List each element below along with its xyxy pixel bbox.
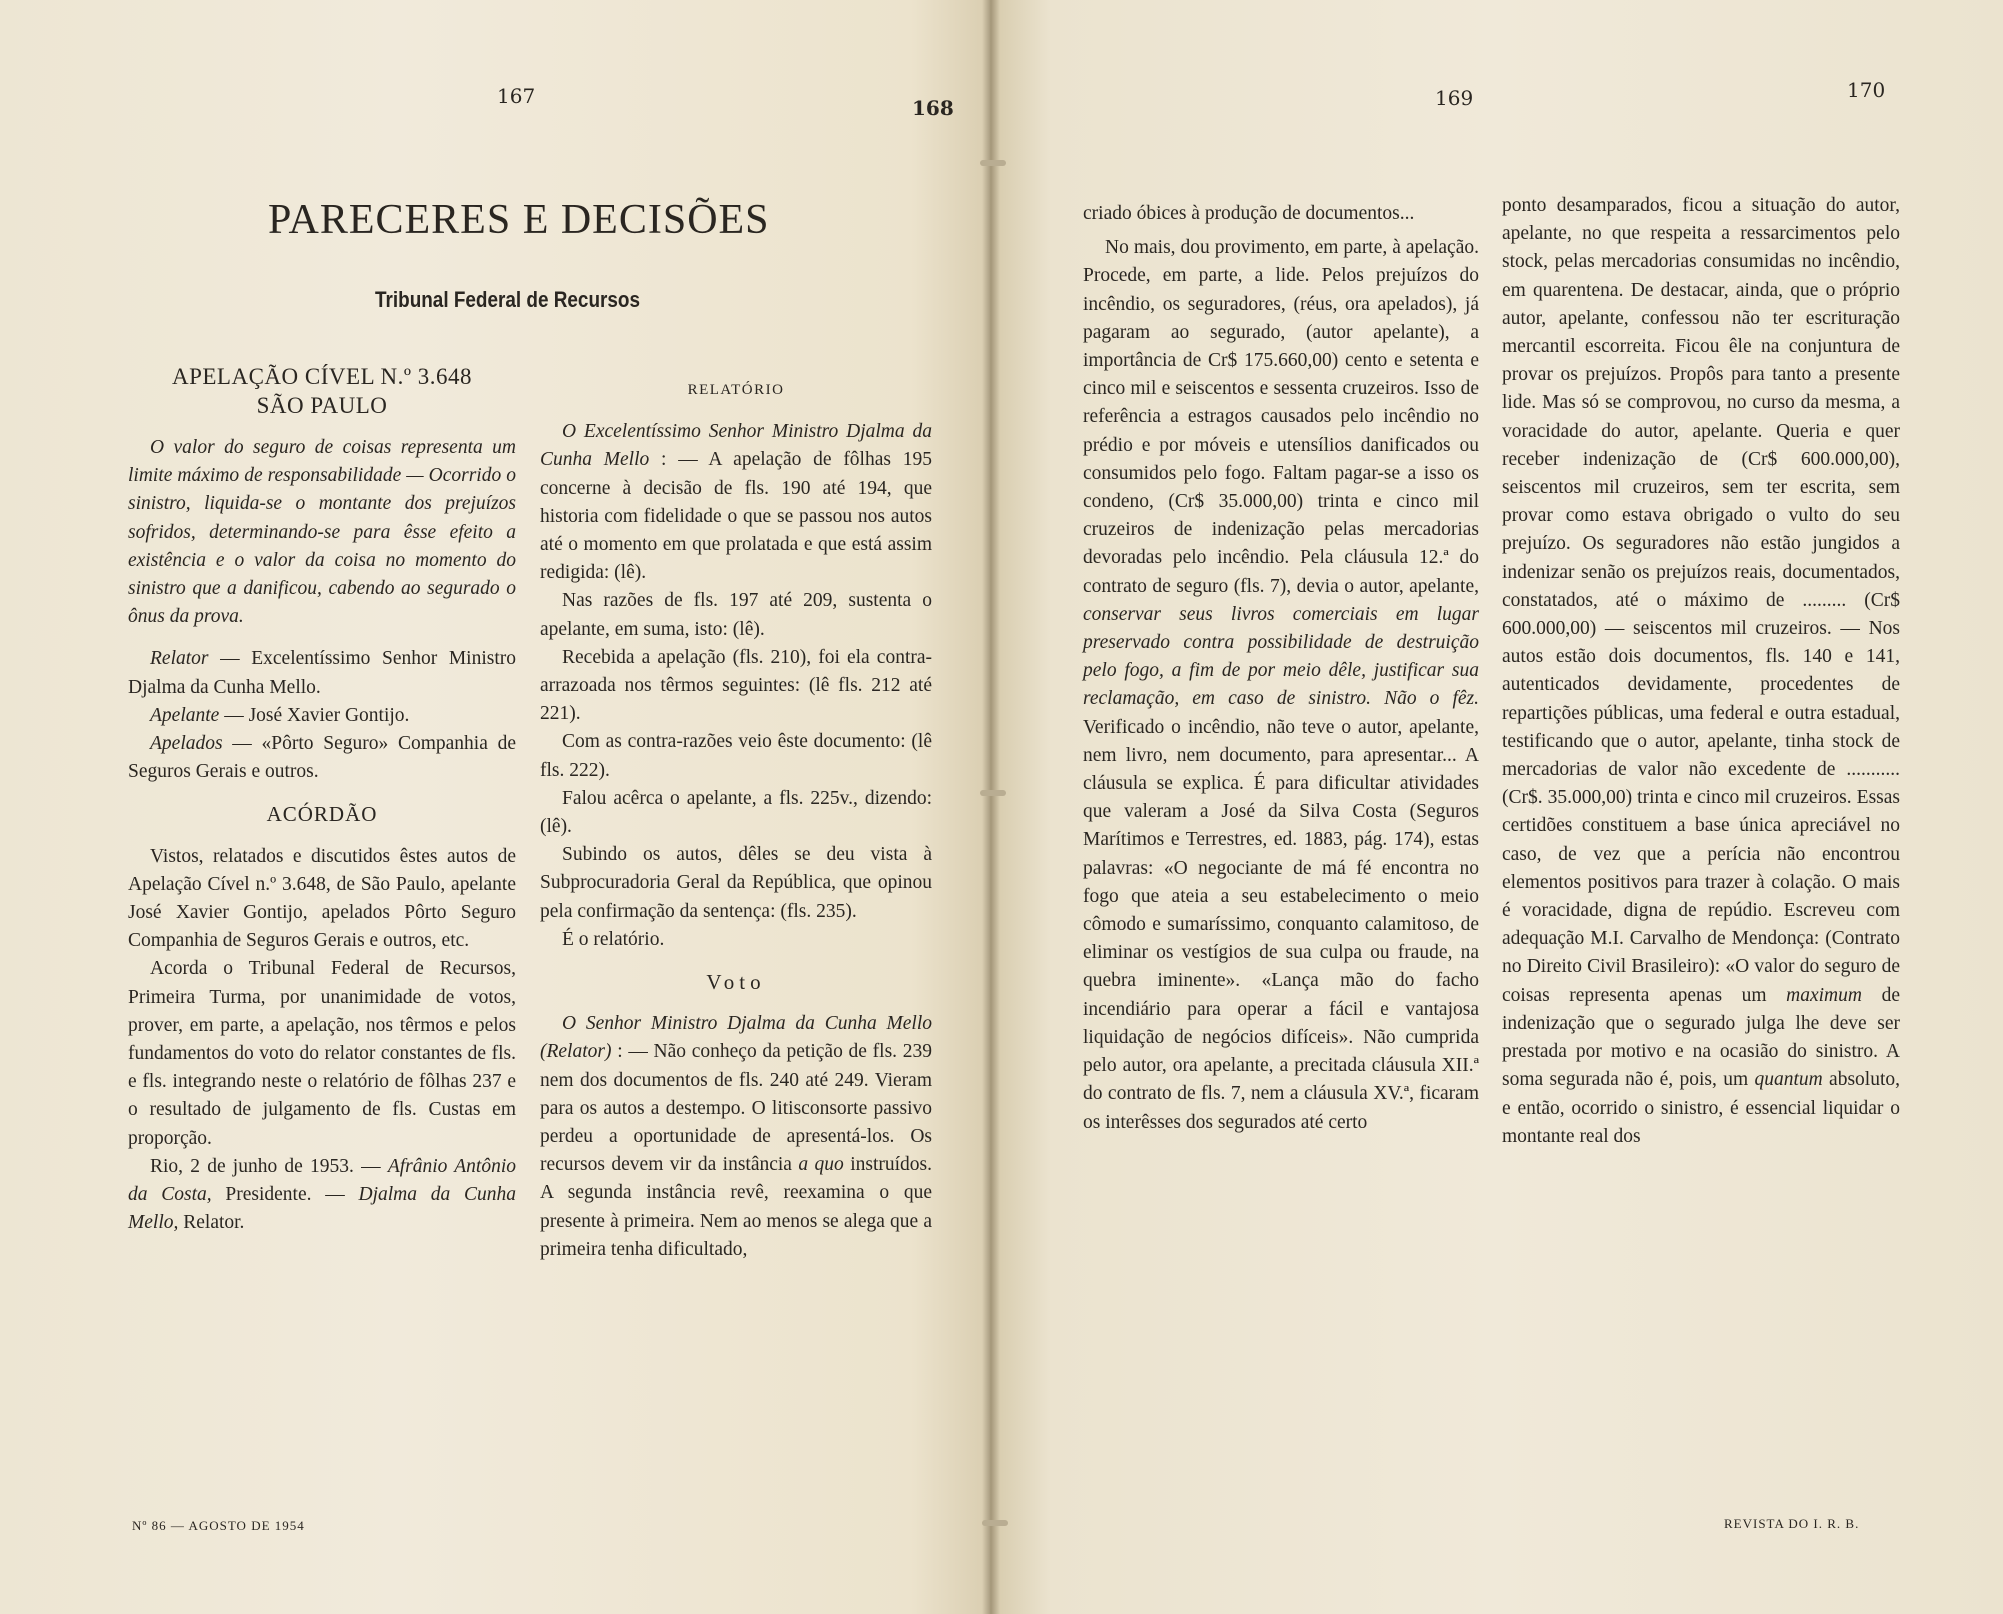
court-subtitle: Tribunal Federal de Recursos [375, 287, 640, 312]
page-title: PARECERES E DECISÕES [268, 197, 770, 243]
page-number: 169 [1435, 86, 1474, 110]
voto-paragraph: No mais, dou provimento, em parte, à apelação. Procede, em parte, a lide. Pelos prejuízos do incêndio, os seguradores, (réus, ora apelados), já pagaram ao segurado, (autor apelante), a importância de Cr$ 175.660,00) cento e setenta e cinco mil e seiscentos e sessenta cruzeiros. Isso de referência a estragos causados pelo incêndio no prédio e por móveis e utensílios danificados ou consumidos pelo fogo. Faltam pagar-se a isso os condeno, (Cr$ 35.000,00) trinta e cinco mil cruzeiros de indenização pelas mercadorias devoradas pelo incêndio. Pela cláusula 12.ª do contrato de seguro (fls. 7), devia o autor, apelante, conservar seus livros comerciais em lugar preservado contra possibilidade de destruição pelo fogo, a fim de por meio dêle, justificar sua reclamação, em caso de sinistro. Não o fêz. Verificado o incêndio, não teve o autor, apelante, nem livro, nem documento, para apresentar... A cláusula se explica. É para dificultar atividades que valeram a José da Silva Costa (Seguros Marítimos e Terrestres, ed. 1883, pág. 174), estas palavras: «O negociante de má fé encontra no fogo que ateia a seu estabelecimento o meio cômodo e sumaríssimo, conquanto calamitoso, de eliminar os vestígios de sua culpa ou fraude, na quebra iminente». «Lança mão do facho incendiário para operar a fácil e vantajosa liquidação de negócios difíceis». Não cumprida pelo autor, ora apelante, a precitada cláusula XII.ª do contrato de fls. 7, nem a cláusula XV.ª, ficaram os interêsses dos segurados até certo [1083, 237, 1479, 1133]
footer-journal: REVISTA DO I. R. B. [1724, 1516, 1860, 1531]
acordao-heading: ACÓRDÃO [266, 802, 378, 827]
page-number: 167 [497, 84, 536, 108]
binding-stitch [980, 160, 1006, 166]
ementa: O valor do seguro de coisas representa um limite máximo de responsabilidade — Ocorrido o sinistro, liquida-se o montante dos prejuízos sofridos, determinando-se para êsse efeito a existência e o valor da coisa no momento do sinistro que a danificou, cabendo ao segurado o ônus da prova. [128, 437, 516, 628]
column-3 [1083, 200, 1479, 1137]
apelados-line: Apelados — «Pôrto Seguro» Companhia de Seguros Gerais e outros. [128, 733, 516, 783]
column-4 [1502, 192, 1900, 1151]
binding-stitch [982, 1520, 1008, 1526]
relatorio-paragraph: Nas razões de fls. 197 até 209, sustenta o apelante, em suma, isto: (lê). [540, 590, 932, 640]
relatorio-heading: RELATÓRIO [687, 382, 785, 398]
relatorio-paragraph: Falou acêrca o apelante, a fls. 225v., dizendo: (lê). [540, 787, 932, 838]
acordao-paragraph: Vistos, relatados e discutidos êstes autos de Apelação Cível n.º 3.648, de São Paulo, apelante José Xavier Gontijo, apelados Pôrto Seguro Companhia de Seguros Gerais e outros, etc. [128, 845, 516, 952]
relatorio-end: É o relatório. [562, 928, 665, 950]
relator-line: Relator — Excelentíssimo Senhor Ministro Djalma da Cunha Mello. [128, 648, 516, 698]
signature-paragraph: Rio, 2 de junho de 1953. — Afrânio Antônio da Costa, Presidente. — Djalma da Cunha Mello, Relator. [128, 1155, 517, 1234]
book-gutter [982, 0, 1000, 1614]
page-number: 170 [1847, 78, 1886, 102]
apelante-line: Apelante — José Xavier Gontijo. [150, 704, 410, 726]
voto-paragraph: O Senhor Ministro Djalma da Cunha Mello (Relator) : — Não conheço da petição de fls. 239 nem dos documentos de fls. 240 até 249. Vieram para os autos a destempo. O litisconsorte passivo perdeu a oportunidade de apresentá-los. Os recursos devem vir da instância a quo instruídos. A segunda instância revê, reexamina o que presente à primeira. Nem ao menos se alega que a primeira tenha dificultado, [540, 1013, 933, 1260]
voto-heading: Voto [706, 970, 766, 995]
column-1 [128, 362, 516, 1237]
relatorio-paragraph: Subindo os autos, dêles se deu vista à Subprocuradoria Geral da República, que opinou pela confirmação da sentença: (fls. 235). [540, 844, 932, 922]
voto-paragraph: ponto desamparados, ficou a situação do autor, apelante, no que respeita a ressarcimentos pelo stock, pelas mercadorias consumidas no incêndio, em quarentena. De destacar, ainda, que o próprio autor, apelante, confessou não ter escrituração mercantil escorreita. Ficou êle na conjuntura de provar os prejuízos. Propôs para tanto a presente lide. Mas só se comprovou, no curso da mesma, a voracidade do autor, apelante. Queria e quer receber indenização de (Cr$ 600.000,00), seiscentos mil cruzeiros, sem ter escrita, sem provar como estava obrigado o vulto do seu prejuízo. Os seguradores não estão jungidos a indenizar senão os prejuízos reais, documentados, constatados, até o máximo de ......... (Cr$ 600.000,00) — seiscentos mil cruzeiros. — Nos autos estão dois documentos, fls. 140 e 141, autenticados devidamente, procedentes de repartições públicas, uma federal e outra estadual, testificando que o autor, apelante, tinha stock de mercadorias de valor não excedente de ........... (Cr$. 35.000,00) trinta e cinco mil cruzeiros. Essas certidões constituem a base única apreciável no caso, de vez que a perícia não encontrou elementos positivos para trazer à colação. O mais é voracidade, digna de repúdio. Escreveu com adequação M.I. Carvalho de Mendonça: (Contrato no Direito Civil Brasileiro): «O valor do seguro de coisas representa apenas um maximum de indenização que o segurado julga lhe deve ser prestada por motivo e na ocasião do sinistro. A soma segurada não é, pois, um quantum absoluto, e então, ocorrido o sinistro, é essencial liquidar o montante real dos [1502, 195, 1900, 1147]
column-2 [540, 376, 932, 1264]
relatorio-paragraph: O Excelentíssimo Senhor Ministro Djalma da Cunha Mello : — A apelação de fôlhas 195 concerne à decisão de fls. 190 até 194, que historia com fidelidade o que se passou nos autos até o momento em que prolatada e que está assim redigida: (lê). [540, 421, 932, 584]
page-number: 168 [912, 96, 954, 120]
relatorio-paragraph: Recebida a apelação (fls. 210), foi ela contra-arrazoada nos têrmos seguintes: (lê fls. 212 até 221). [540, 646, 932, 725]
binding-stitch [980, 790, 1006, 796]
case-title: APELAÇÃO CÍVEL N.º 3.648 [171, 364, 473, 389]
footer-issue: Nº 86 — AGOSTO DE 1954 [132, 1518, 305, 1533]
case-location: SÃO PAULO [256, 393, 388, 418]
relatorio-paragraph: Com as contra-razões veio êste documento: (lê fls. 222). [540, 731, 932, 781]
acordao-paragraph: Acorda o Tribunal Federal de Recursos, Primeira Turma, por unanimidade de votos, prover, em parte, a apelação, nos têrmos e pelos fundamentos do voto do relator constantes de fls. e fls. integrando neste o relatório de fôlhas 237 e o resultado de julgamento de fls. Custas em proporção. [128, 958, 516, 1149]
continued-text: criado óbices à produção de documentos... [1083, 203, 1415, 224]
